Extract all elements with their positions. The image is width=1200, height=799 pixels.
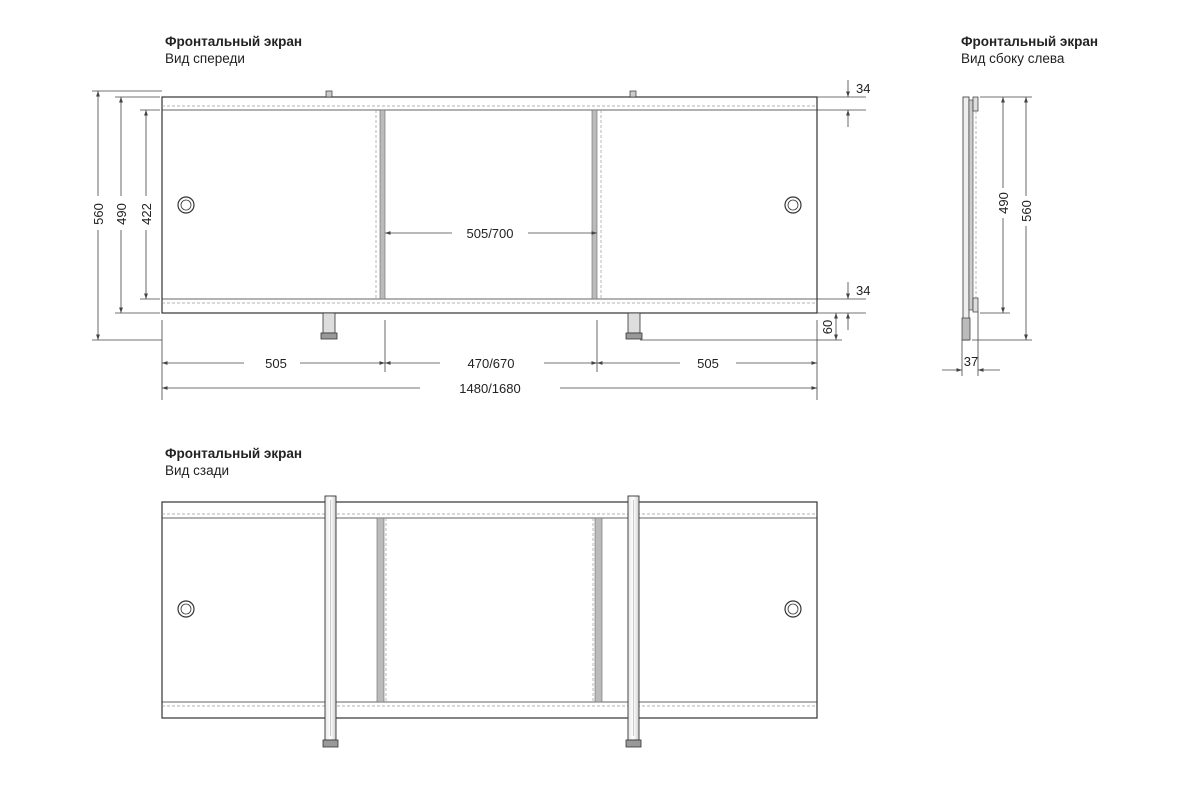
dim-label-middle-range: 505/700 (466, 226, 514, 241)
front-outer-frame (162, 97, 817, 313)
front-middle-panel-right-edge (592, 110, 597, 299)
front-top-knob-left (326, 91, 332, 97)
side-top-clip (973, 97, 978, 111)
dim-label-middle-panel: 470/670 (467, 356, 515, 371)
rear-foot-left (323, 740, 338, 747)
rear-right-handle-icon (785, 601, 801, 617)
front-left-handle-icon (178, 197, 194, 213)
dim-label-frame-height: 490 (114, 203, 129, 225)
front-right-handle-inner (788, 200, 798, 210)
front-right-handle-icon (785, 197, 801, 213)
dim-label-left-panel: 505 (265, 356, 287, 371)
side-view-title: Фронтальный экран (961, 34, 1099, 49)
side-bottom-clip (973, 298, 978, 312)
side-dim-label-frame-height: 490 (996, 192, 1011, 214)
front-view-subtitle: Вид спереди (165, 51, 245, 66)
front-foot-left (321, 333, 337, 339)
dim-label-bottom-rail: 34 (856, 283, 871, 298)
side-profile-body (963, 97, 969, 340)
side-dim-label-depth: 37 (963, 354, 979, 369)
rear-view-title: Фронтальный экран (165, 446, 303, 461)
front-view-title: Фронтальный экран (165, 34, 303, 49)
front-top-knob-right (630, 91, 636, 97)
side-view-subtitle: Вид сбоку слева (961, 51, 1065, 66)
rear-outer-frame (162, 502, 817, 718)
dim-label-overall-length: 1480/1680 (459, 381, 521, 396)
rear-left-handle-icon (178, 601, 194, 617)
rear-view-subtitle: Вид сзади (165, 463, 230, 478)
side-leg (962, 318, 970, 340)
dim-label-overall-height: 560 (91, 203, 106, 225)
front-leg-right (628, 313, 640, 333)
dim-label-leg-height: 60 (820, 319, 835, 335)
dim-label-right-panel: 505 (697, 356, 719, 371)
side-dim-label-overall-height: 560 (1019, 200, 1034, 222)
front-leg-left (323, 313, 335, 333)
side-dimensions (942, 97, 1032, 376)
rear-view (162, 496, 817, 747)
side-profile-inner (969, 100, 973, 310)
rear-middle-panel-left-edge (377, 518, 384, 702)
dim-label-panel-height: 422 (139, 203, 154, 225)
front-view (162, 91, 817, 339)
rear-foot-right (626, 740, 641, 747)
rear-middle-panel-right-edge (595, 518, 602, 702)
front-left-handle-inner (181, 200, 191, 210)
front-middle-panel-left-edge (380, 110, 385, 299)
dim-label-top-rail: 34 (856, 81, 871, 96)
side-view (962, 97, 978, 340)
front-foot-right (626, 333, 642, 339)
